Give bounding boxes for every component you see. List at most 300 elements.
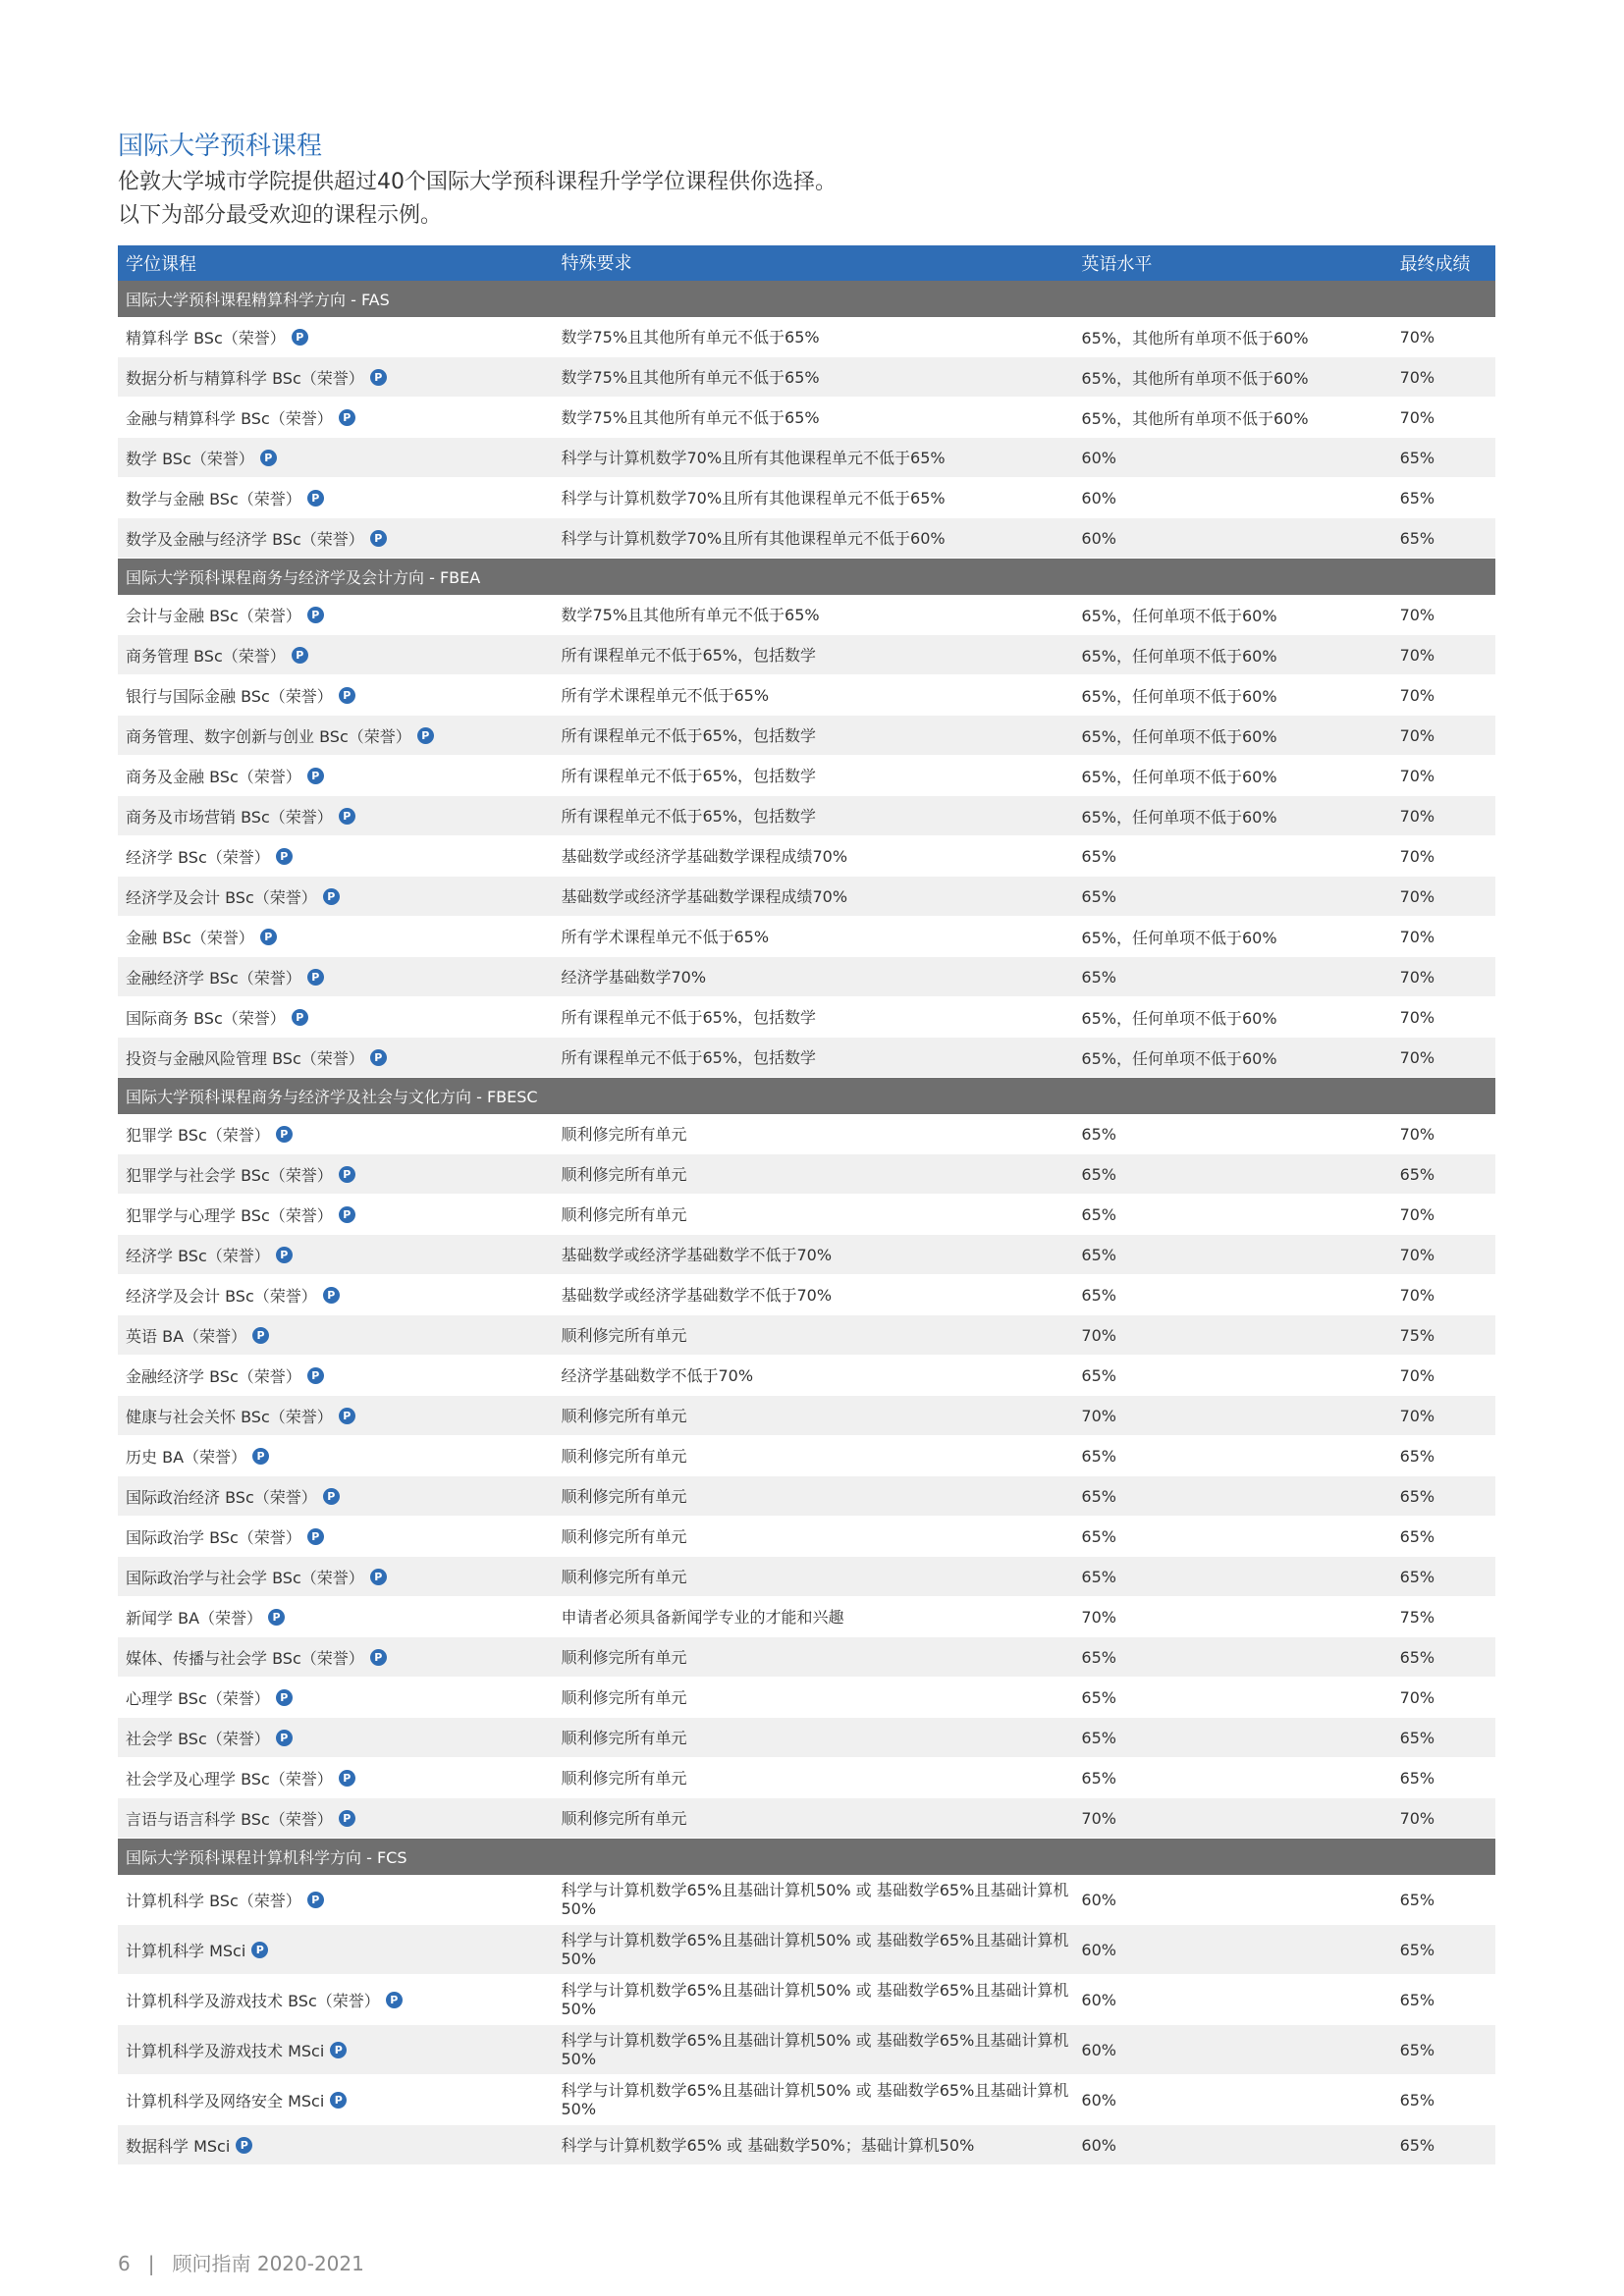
english-level-cell	[1073, 1246, 1391, 1264]
final-grade-cell	[1392, 1205, 1495, 1224]
degree-name-cell	[118, 1939, 553, 1961]
final-grade: 70%	[1399, 1204, 1435, 1224]
english-level: 65%	[1081, 1647, 1116, 1667]
table-row	[118, 1517, 1495, 1557]
final-grade: 70%	[1399, 1007, 1435, 1027]
degree-name: 社会学 BSc（荣誉）	[126, 1729, 270, 1748]
final-grade-cell	[1392, 1891, 1495, 1909]
final-grade-cell	[1392, 1809, 1495, 1828]
special-requirement: 数学75%且其他所有单元不低于65%	[561, 367, 820, 387]
final-grade-cell	[1392, 328, 1495, 347]
degree-name: 计算机科学及游戏技术 MSci	[126, 2041, 325, 2060]
pathway-p-icon: P	[339, 1810, 355, 1827]
degree-name: 心理学 BSc（荣誉）	[126, 1688, 270, 1708]
special-requirement-cell	[553, 1205, 1073, 1224]
english-level: 65%	[1081, 1446, 1116, 1466]
pathway-p-icon: P	[307, 490, 324, 507]
degree-name-cell	[118, 926, 553, 948]
degree-name: 国际政治学与社会学 BSc（荣誉）	[126, 1568, 364, 1587]
degree-name: 国际政治学 BSc（荣誉）	[126, 1527, 301, 1547]
pathway-p-icon: P	[339, 1770, 355, 1787]
special-requirement-cell	[553, 2081, 1073, 2118]
special-requirement: 基础数学或经济学基础数学课程成绩70%	[561, 886, 848, 906]
final-grade: 70%	[1399, 367, 1435, 387]
pathway-p-icon: P	[323, 1488, 340, 1505]
special-requirement-cell	[553, 1447, 1073, 1466]
table-row	[118, 1436, 1495, 1476]
degree-name-cell	[118, 885, 553, 908]
english-level-cell	[1073, 1286, 1391, 1305]
pathway-p-icon: P	[307, 1528, 324, 1545]
final-grade: 70%	[1399, 685, 1435, 705]
header-requirements: 特殊要求	[561, 252, 632, 274]
degree-name-cell	[118, 1284, 553, 1307]
table-row	[118, 1557, 1495, 1597]
table-row	[118, 317, 1495, 357]
pathway-p-icon: P	[339, 1166, 355, 1183]
degree-name: 计算机科学 BSc（荣誉）	[126, 1891, 301, 1910]
degree-name: 国际政治经济 BSc（荣誉）	[126, 1487, 317, 1507]
special-requirement-cell	[553, 1981, 1073, 2018]
degree-name-cell	[118, 1324, 553, 1347]
pathway-p-icon: P	[268, 1609, 285, 1626]
special-requirement: 顺利修完所有单元	[561, 1526, 687, 1546]
special-requirement-cell	[553, 847, 1073, 866]
english-level-cell	[1073, 1729, 1391, 1747]
final-grade: 70%	[1399, 725, 1435, 745]
special-requirement: 顺利修完所有单元	[561, 1406, 687, 1425]
degree-name: 犯罪学 BSc（荣誉）	[126, 1125, 270, 1145]
table-row	[118, 756, 1495, 796]
english-level-cell	[1073, 529, 1391, 548]
section-header: 国际大学预科课程商务与经济学及会计方向 - FBEA	[118, 559, 1495, 595]
table-row	[118, 357, 1495, 398]
table-row	[118, 2125, 1495, 2165]
english-level: 65%，任何单项不低于60%	[1081, 807, 1277, 827]
special-requirement: 所有课程单元不低于65%，包括数学	[561, 645, 817, 665]
final-grade: 65%	[1399, 1728, 1435, 1747]
table-row	[118, 1195, 1495, 1235]
degree-name: 媒体、传播与社会学 BSc（荣誉）	[126, 1648, 364, 1668]
degree-name-cell	[118, 326, 553, 348]
table-row	[118, 478, 1495, 518]
pathway-p-icon: P	[339, 687, 355, 704]
table-row	[118, 1678, 1495, 1718]
special-requirement: 申请者必须具备新闻学专业的才能和兴趣	[561, 1607, 844, 1627]
degree-name: 数据分析与精算科学 BSc（荣誉）	[126, 368, 364, 388]
degree-name-cell	[118, 724, 553, 747]
english-level-cell	[1073, 724, 1391, 747]
final-grade: 70%	[1399, 1285, 1435, 1305]
final-grade: 65%	[1399, 528, 1435, 548]
table-row	[118, 1356, 1495, 1396]
table-row	[118, 796, 1495, 836]
english-level-cell	[1073, 2136, 1391, 2155]
pathway-p-icon: P	[323, 1287, 340, 1304]
english-level-cell	[1073, 2041, 1391, 2059]
degree-name-cell	[118, 447, 553, 469]
special-requirement-cell	[553, 887, 1073, 906]
pathway-p-icon: P	[307, 969, 324, 986]
degree-name-cell	[118, 487, 553, 509]
english-level: 65%	[1081, 846, 1116, 866]
final-grade: 65%	[1399, 1446, 1435, 1466]
english-level-cell	[1073, 1891, 1391, 1909]
special-requirement: 顺利修完所有单元	[561, 1728, 687, 1747]
final-grade-cell	[1392, 2041, 1495, 2059]
degree-name: 商务及市场营销 BSc（荣誉）	[126, 807, 333, 827]
final-grade-cell	[1392, 1941, 1495, 1959]
page-title: 国际大学预科课程	[118, 132, 323, 161]
degree-name-cell	[118, 644, 553, 667]
special-requirement: 所有学术课程单元不低于65%	[561, 927, 770, 946]
degree-name-cell	[118, 1646, 553, 1669]
english-level-cell	[1073, 449, 1391, 467]
final-grade: 75%	[1399, 1325, 1435, 1345]
special-requirement: 基础数学或经济学基础数学不低于70%	[561, 1285, 833, 1305]
degree-name-cell	[118, 1123, 553, 1146]
final-grade: 70%	[1399, 1687, 1435, 1707]
degree-name-cell	[118, 1163, 553, 1186]
english-level-cell	[1073, 1991, 1391, 2009]
degree-name-cell	[118, 1525, 553, 1548]
final-grade-cell	[1392, 1769, 1495, 1788]
final-grade: 65%	[1399, 2135, 1435, 2155]
english-level-cell	[1073, 805, 1391, 828]
pathway-p-icon: P	[330, 2092, 347, 2109]
degree-name-cell	[118, 1686, 553, 1709]
english-level: 65%，其他所有单项不低于60%	[1081, 328, 1309, 347]
english-level-cell	[1073, 1688, 1391, 1707]
final-grade: 65%	[1399, 1940, 1435, 1959]
english-level: 65%	[1081, 1204, 1116, 1224]
special-requirement: 所有学术课程单元不低于65%	[561, 685, 770, 705]
english-level: 60%	[1081, 1990, 1116, 2009]
english-level-cell	[1073, 887, 1391, 906]
table-row	[118, 1798, 1495, 1839]
final-grade-cell	[1392, 686, 1495, 705]
final-grade: 65%	[1399, 1647, 1435, 1667]
final-grade: 65%	[1399, 488, 1435, 507]
special-requirement-cell	[553, 328, 1073, 347]
english-level-cell	[1073, 604, 1391, 626]
degree-name: 金融经济学 BSc（荣誉）	[126, 1366, 301, 1386]
final-grade-cell	[1392, 1165, 1495, 1184]
degree-name: 言语与语言科学 BSc（荣誉）	[126, 1809, 333, 1829]
special-requirement-cell	[553, 807, 1073, 826]
english-level: 60%	[1081, 2040, 1116, 2059]
final-grade-cell	[1392, 968, 1495, 987]
degree-name: 历史 BA（荣誉）	[126, 1447, 247, 1467]
final-grade-cell	[1392, 2136, 1495, 2155]
final-grade-cell	[1392, 1246, 1495, 1264]
special-requirement: 科学与计算机数学70%且所有其他课程单元不低于60%	[561, 528, 946, 548]
english-level: 65%	[1081, 967, 1116, 987]
course-table	[118, 245, 1495, 2165]
final-grade: 70%	[1399, 407, 1435, 427]
final-grade: 65%	[1399, 1990, 1435, 2009]
english-level-cell	[1073, 406, 1391, 429]
special-requirement: 顺利修完所有单元	[561, 1808, 687, 1828]
degree-name: 经济学及会计 BSc（荣誉）	[126, 887, 317, 907]
special-requirement-cell	[553, 1246, 1073, 1264]
english-level: 65%，任何单项不低于60%	[1081, 606, 1277, 625]
english-level: 65%，任何单项不低于60%	[1081, 686, 1277, 706]
final-grade: 70%	[1399, 1808, 1435, 1828]
table-row	[118, 675, 1495, 716]
table-row	[118, 398, 1495, 438]
page-footer	[118, 2248, 364, 2276]
english-level: 70%	[1081, 1325, 1116, 1345]
intro-line-2: 以下为部分最受欢迎的课程示例。	[118, 203, 443, 228]
english-level-cell	[1073, 1205, 1391, 1224]
final-grade: 75%	[1399, 1607, 1435, 1627]
final-grade: 70%	[1399, 967, 1435, 987]
special-requirement: 所有课程单元不低于65%，包括数学	[561, 806, 817, 826]
final-grade: 65%	[1399, 1486, 1435, 1506]
english-level: 65%	[1081, 1124, 1116, 1144]
degree-name: 经济学 BSc（荣誉）	[126, 1246, 270, 1265]
english-level-cell	[1073, 489, 1391, 507]
final-grade: 70%	[1399, 766, 1435, 785]
degree-name-cell	[118, 1006, 553, 1029]
degree-name-cell	[118, 604, 553, 626]
degree-name-cell	[118, 1244, 553, 1266]
table-row	[118, 1875, 1495, 1925]
english-level: 65%	[1081, 1365, 1116, 1385]
degree-name-cell	[118, 406, 553, 429]
final-grade: 70%	[1399, 886, 1435, 906]
pathway-p-icon: P	[370, 1049, 387, 1066]
english-level-cell	[1073, 1366, 1391, 1385]
pathway-p-icon: P	[330, 2042, 347, 2058]
final-grade-cell	[1392, 449, 1495, 467]
pathway-p-icon: P	[292, 329, 308, 346]
final-grade-cell	[1392, 726, 1495, 745]
pathway-p-icon: P	[370, 530, 387, 547]
degree-name: 犯罪学与心理学 BSc（荣誉）	[126, 1205, 333, 1225]
pathway-p-icon: P	[276, 1247, 293, 1263]
special-requirement-cell	[553, 408, 1073, 427]
degree-name-cell	[118, 366, 553, 389]
english-level: 65%	[1081, 1567, 1116, 1586]
table-row	[118, 2025, 1495, 2075]
final-grade: 65%	[1399, 1164, 1435, 1184]
degree-name-cell	[118, 966, 553, 988]
special-requirement: 科学与计算机数学65%且基础计算机50% 或 基础数学65%且基础计算机50%	[561, 1881, 1069, 1918]
final-grade: 70%	[1399, 1365, 1435, 1385]
special-requirement-cell	[553, 368, 1073, 387]
degree-name: 犯罪学与社会学 BSc（荣誉）	[126, 1165, 333, 1185]
final-grade-cell	[1392, 1125, 1495, 1144]
final-grade-cell	[1392, 408, 1495, 427]
final-grade-cell	[1392, 1688, 1495, 1707]
special-requirement-cell	[553, 646, 1073, 665]
final-grade-cell	[1392, 606, 1495, 624]
special-requirement: 所有课程单元不低于65%，包括数学	[561, 766, 817, 785]
final-grade: 65%	[1399, 448, 1435, 467]
english-level: 65%，任何单项不低于60%	[1081, 767, 1277, 786]
english-level: 60%	[1081, 1940, 1116, 1959]
english-level-cell	[1073, 1769, 1391, 1788]
table-row	[118, 836, 1495, 877]
degree-name: 数学及金融与经济学 BSc（荣誉）	[126, 529, 364, 549]
pathway-p-icon: P	[292, 647, 308, 664]
table-row	[118, 1637, 1495, 1678]
table-row	[118, 1975, 1495, 2025]
degree-name-cell	[118, 1485, 553, 1508]
degree-name: 经济学 BSc（荣誉）	[126, 847, 270, 867]
special-requirement: 顺利修完所有单元	[561, 1486, 687, 1506]
final-grade: 70%	[1399, 927, 1435, 946]
english-level-cell	[1073, 684, 1391, 707]
special-requirement-cell	[553, 1125, 1073, 1144]
special-requirement-cell	[553, 1688, 1073, 1707]
table-row	[118, 635, 1495, 675]
table-row	[118, 1275, 1495, 1315]
special-requirement: 基础数学或经济学基础数学课程成绩70%	[561, 846, 848, 866]
degree-name-cell	[118, 1046, 553, 1069]
english-level-cell	[1073, 1648, 1391, 1667]
special-requirement: 顺利修完所有单元	[561, 1124, 687, 1144]
special-requirement-cell	[553, 767, 1073, 785]
english-level: 65%，任何单项不低于60%	[1081, 1048, 1277, 1068]
final-grade-cell	[1392, 1286, 1495, 1305]
table-row	[118, 1038, 1495, 1078]
final-grade-cell	[1392, 489, 1495, 507]
special-requirement-cell	[553, 606, 1073, 624]
final-grade-cell	[1392, 368, 1495, 387]
special-requirement-cell	[553, 1487, 1073, 1506]
pathway-p-icon: P	[417, 727, 434, 744]
special-requirement: 科学与计算机数学65% 或 基础数学50%；基础计算机50%	[561, 2135, 975, 2155]
english-level: 60%	[1081, 488, 1116, 507]
english-level: 70%	[1081, 1808, 1116, 1828]
pathway-p-icon: P	[339, 1408, 355, 1424]
table-row	[118, 877, 1495, 917]
special-requirement: 顺利修完所有单元	[561, 1446, 687, 1466]
final-grade-cell	[1392, 1447, 1495, 1466]
pathway-p-icon: P	[260, 450, 277, 466]
final-grade: 65%	[1399, 1890, 1435, 1909]
final-grade: 70%	[1399, 846, 1435, 866]
table-row	[118, 1114, 1495, 1154]
final-grade-cell	[1392, 847, 1495, 866]
pathway-p-icon: P	[370, 369, 387, 386]
final-grade-cell	[1392, 1008, 1495, 1027]
special-requirement: 科学与计算机数学65%且基础计算机50% 或 基础数学65%且基础计算机50%	[561, 1981, 1069, 2018]
table-row	[118, 716, 1495, 756]
degree-name: 金融 BSc（荣誉）	[126, 928, 254, 947]
english-level: 65%	[1081, 1526, 1116, 1546]
special-requirement-cell	[553, 1931, 1073, 1968]
english-level: 65%，任何单项不低于60%	[1081, 1008, 1277, 1028]
special-requirement: 科学与计算机数学65%且基础计算机50% 或 基础数学65%且基础计算机50%	[561, 2081, 1069, 2118]
final-grade: 65%	[1399, 1526, 1435, 1546]
page-number: 6	[118, 2252, 131, 2275]
special-requirement: 科学与计算机数学70%且所有其他课程单元不低于65%	[561, 488, 946, 507]
table-row	[118, 1154, 1495, 1195]
degree-name: 国际商务 BSc（荣誉）	[126, 1008, 286, 1028]
degree-name-cell	[118, 1566, 553, 1588]
special-requirement: 经济学基础数学70%	[561, 967, 707, 987]
english-level: 65%	[1081, 886, 1116, 906]
degree-name: 银行与国际金融 BSc（荣誉）	[126, 686, 333, 706]
degree-name-cell	[118, 1203, 553, 1226]
special-requirement: 科学与计算机数学65%且基础计算机50% 或 基础数学65%且基础计算机50%	[561, 2031, 1069, 2068]
degree-name: 金融与精算科学 BSc（荣誉）	[126, 408, 333, 428]
table-row	[118, 1315, 1495, 1356]
english-level: 65%	[1081, 1728, 1116, 1747]
special-requirement-cell	[553, 1165, 1073, 1184]
english-level: 65%	[1081, 1687, 1116, 1707]
pathway-p-icon: P	[339, 1206, 355, 1223]
final-grade-cell	[1392, 1407, 1495, 1425]
special-requirement-cell	[553, 1881, 1073, 1918]
intro-line-1: 伦敦大学城市学院提供超过40个国际大学预科课程升学学位课程供你选择。	[118, 170, 837, 194]
degree-name-cell	[118, 2039, 553, 2061]
final-grade-cell	[1392, 1608, 1495, 1627]
final-grade: 65%	[1399, 1768, 1435, 1788]
degree-name: 会计与金融 BSc（荣誉）	[126, 606, 301, 625]
degree-name: 计算机科学 MSci	[126, 1941, 246, 1960]
final-grade-cell	[1392, 646, 1495, 665]
table-row	[118, 2075, 1495, 2125]
english-level-cell	[1073, 847, 1391, 866]
english-level-cell	[1073, 1608, 1391, 1627]
english-level: 65%，任何单项不低于60%	[1081, 928, 1277, 947]
degree-name-cell	[118, 1889, 553, 1911]
english-level: 65%	[1081, 1486, 1116, 1506]
final-grade: 70%	[1399, 1124, 1435, 1144]
degree-name: 社会学及心理学 BSc（荣誉）	[126, 1769, 333, 1789]
final-grade-cell	[1392, 1648, 1495, 1667]
footer-separator: |	[147, 2252, 155, 2275]
pathway-p-icon: P	[339, 409, 355, 426]
special-requirement: 顺利修完所有单元	[561, 1204, 687, 1224]
special-requirement: 科学与计算机数学65%且基础计算机50% 或 基础数学65%且基础计算机50%	[561, 1931, 1069, 1968]
english-level-cell	[1073, 926, 1391, 948]
section-header: 国际大学预科课程商务与经济学及社会与文化方向 - FBESC	[118, 1078, 1495, 1114]
pathway-p-icon: P	[307, 1892, 324, 1908]
pathway-p-icon: P	[252, 1327, 269, 1344]
degree-name-cell	[118, 765, 553, 787]
table-body	[118, 281, 1495, 2165]
pathway-p-icon: P	[307, 768, 324, 784]
header-english-level: 英语水平	[1081, 254, 1153, 275]
special-requirement: 数学75%且其他所有单元不低于65%	[561, 605, 820, 624]
table-row	[118, 1758, 1495, 1798]
special-requirement-cell	[553, 1568, 1073, 1586]
degree-name: 计算机科学及游戏技术 BSc（荣誉）	[126, 1991, 380, 2010]
table-row	[118, 595, 1495, 635]
degree-name-cell	[118, 2134, 553, 2157]
final-grade: 65%	[1399, 1567, 1435, 1586]
final-grade: 70%	[1399, 1047, 1435, 1067]
degree-name-cell	[118, 527, 553, 550]
final-grade-cell	[1392, 1048, 1495, 1067]
special-requirement: 顺利修完所有单元	[561, 1687, 687, 1707]
pathway-p-icon: P	[307, 607, 324, 623]
degree-name: 商务管理、数字创新与创业 BSc（荣誉）	[126, 726, 411, 746]
final-grade-cell	[1392, 1487, 1495, 1506]
degree-name: 金融经济学 BSc（荣誉）	[126, 968, 301, 988]
english-level-cell	[1073, 1046, 1391, 1069]
degree-name: 精算科学 BSc（荣誉）	[126, 328, 286, 347]
special-requirement: 所有课程单元不低于65%，包括数学	[561, 1007, 817, 1027]
final-grade-cell	[1392, 928, 1495, 946]
english-level: 65%	[1081, 1285, 1116, 1305]
